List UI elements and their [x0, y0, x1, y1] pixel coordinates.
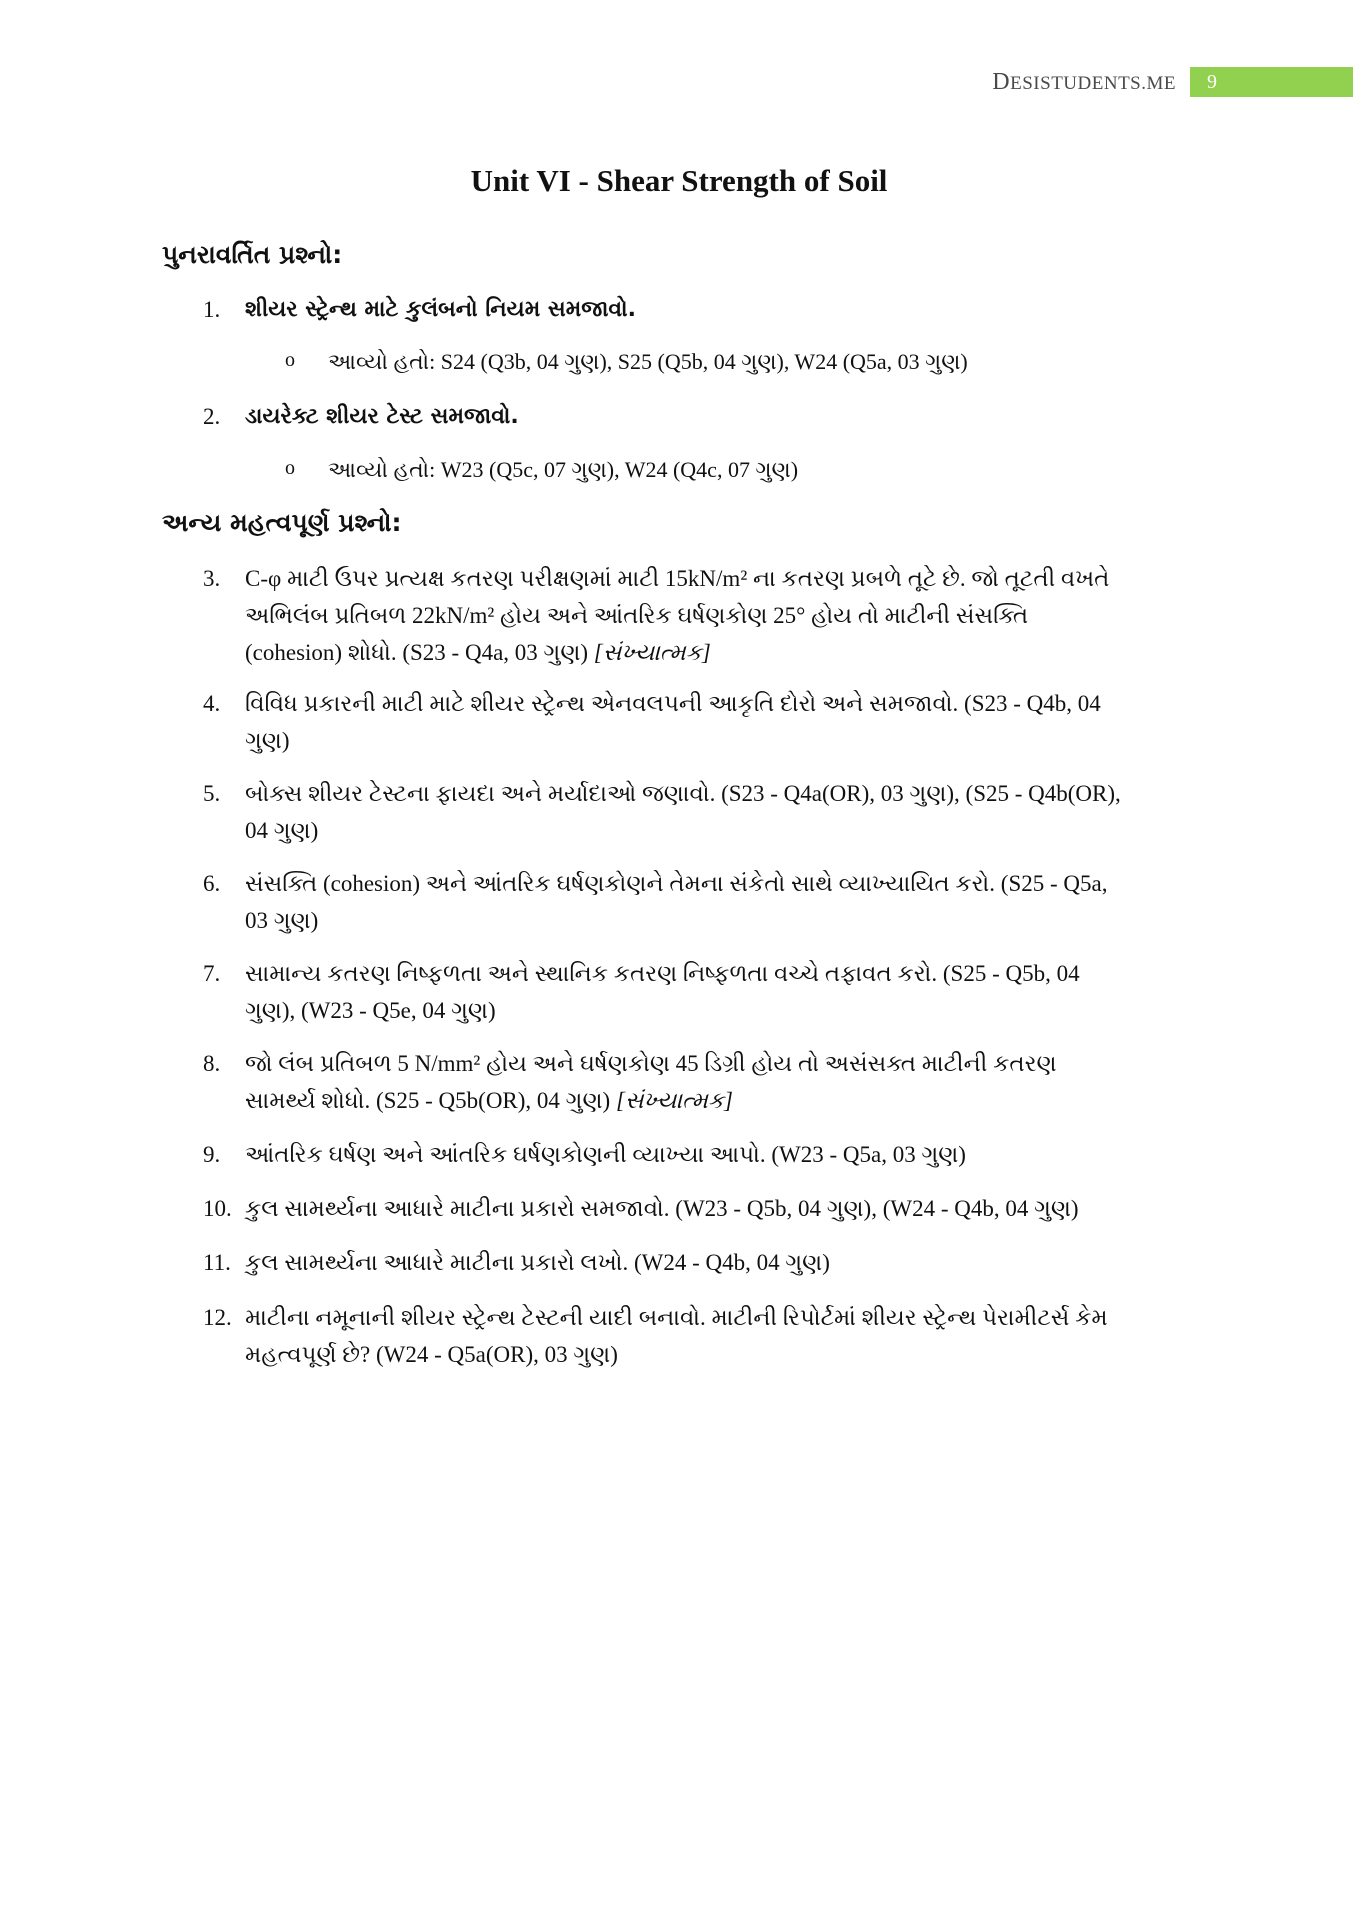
page-title: Unit VI - Shear Strength of Soil: [470, 163, 888, 198]
page-header: [992, 68, 1353, 96]
site-name: DESISTUDENTS.ME: [992, 68, 1176, 95]
page-number: 9: [1207, 70, 1217, 93]
section-repeated-heading: પુનરાવર્તિત પ્રશ્નો:: [162, 240, 343, 269]
numeric-tag: [સંખ્યાત્મક]: [593, 640, 711, 665]
bullet-icon: o: [285, 349, 295, 371]
page-number-box: [1190, 67, 1353, 97]
numeric-tag: [સંખ્યાત્મક]: [615, 1088, 733, 1113]
bullet-icon: o: [285, 457, 295, 479]
section-other-heading: અન્ય મહત્વપૂર્ણ પ્રશ્નો:: [162, 508, 402, 537]
